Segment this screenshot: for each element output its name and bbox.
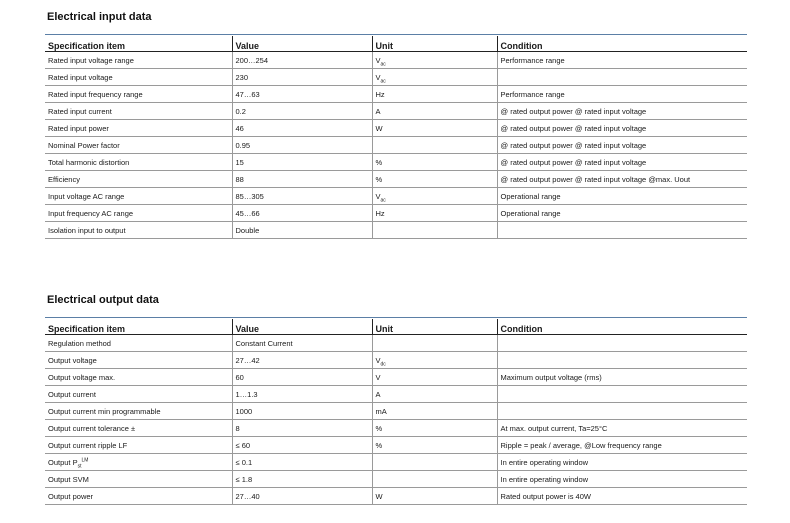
header-unit: Unit [372,319,497,335]
condition-cell [497,386,747,403]
header-condition: Condition [497,36,747,52]
table-row [45,403,747,420]
table-row [45,471,747,488]
condition-cell: In entire operating window [497,454,747,471]
unit-cell: Hz [372,86,497,103]
spec-item-cell: Rated input voltage range [45,52,232,69]
unit-cell: $V_{ac}$ [372,52,497,69]
unit-cell [372,471,497,488]
condition-cell: @ rated output power @ rated input voltage @max. Uout [497,171,747,188]
unit-cell [372,335,497,352]
unit-cell: $V_{ac}$ [372,188,497,205]
value-cell: 46 [232,120,372,137]
unit-cell [372,137,497,154]
unit-cell: % [372,420,497,437]
value-cell: 85…305 [232,188,372,205]
output-header-row [45,319,747,335]
input-spec-table [45,36,747,239]
spec-item-cell: Rated input power [45,120,232,137]
header-condition: Condition [497,319,747,335]
value-cell: 8 [232,420,372,437]
value-cell: 60 [232,369,372,386]
table-row [45,171,747,188]
condition-cell [497,403,747,420]
spec-item-cell: Output power [45,488,232,505]
condition-cell: In entire operating window [497,471,747,488]
unit-cell: W [372,120,497,137]
value-cell: 27…42 [232,352,372,369]
output-title-divider [45,317,747,318]
table-row [45,52,747,69]
unit-cell: % [372,437,497,454]
condition-cell [497,69,747,86]
table-row [45,188,747,205]
value-cell: Constant Current [232,335,372,352]
condition-cell: Operational range [497,205,747,222]
unit-cell [372,222,497,239]
header-value: Value [232,319,372,335]
table-row [45,154,747,171]
condition-cell: @ rated output power @ rated input voltage [497,103,747,120]
condition-cell: @ rated output power @ rated input voltage [497,120,747,137]
spec-item-cell: Output current tolerance ± [45,420,232,437]
table-row [45,69,747,86]
unit-cell: $V_{dc}$ [372,352,497,369]
unit-cell: A [372,103,497,120]
table-row [45,335,747,352]
unit-cell: % [372,171,497,188]
value-cell: 15 [232,154,372,171]
spec-item-cell: Output $P_{st}^{LM}$ [45,454,232,471]
value-cell: 88 [232,171,372,188]
unit-cell: V [372,369,497,386]
condition-cell: Ripple = peak / average, @Low frequency range [497,437,747,454]
spec-item-cell: Nominal Power factor [45,137,232,154]
condition-cell: Operational range [497,188,747,205]
value-cell: 1…1.3 [232,386,372,403]
spec-item-cell: Rated input current [45,103,232,120]
unit-cell: mA [372,403,497,420]
condition-cell [497,335,747,352]
value-cell: 230 [232,69,372,86]
value-cell: ≤ 0.1 [232,454,372,471]
electrical-output-section [45,293,747,505]
spec-item-cell: Regulation method [45,335,232,352]
spec-item-cell: Rated input frequency range [45,86,232,103]
spec-item-cell: Efficiency [45,171,232,188]
unit-cell [372,454,497,471]
unit-cell: % [372,154,497,171]
value-cell: 200…254 [232,52,372,69]
table-row [45,120,747,137]
table-row [45,369,747,386]
condition-cell: Performance range [497,86,747,103]
table-row [45,137,747,154]
output-spec-table [45,319,747,505]
value-cell: 27…40 [232,488,372,505]
spec-item-cell: Output current min programmable [45,403,232,420]
condition-cell [497,222,747,239]
value-cell: 1000 [232,403,372,420]
table-row [45,205,747,222]
input-title-divider [45,34,747,35]
unit-cell: $V_{ac}$ [372,69,497,86]
table-row [45,86,747,103]
value-cell: 0.95 [232,137,372,154]
value-cell: Double [232,222,372,239]
condition-cell: Maximum output voltage (rms) [497,369,747,386]
condition-cell: Rated output power is 40W [497,488,747,505]
spec-item-cell: Output voltage max. [45,369,232,386]
unit-cell: Hz [372,205,497,222]
spec-item-cell: Input voltage AC range [45,188,232,205]
table-row [45,222,747,239]
table-row [45,386,747,403]
spec-item-cell: Isolation input to output [45,222,232,239]
header-unit: Unit [372,36,497,52]
header-specification-item: Specification item [45,36,232,52]
table-row [45,454,747,471]
table-row [45,103,747,120]
condition-cell: @ rated output power @ rated input voltage [497,137,747,154]
header-specification-item: Specification item [45,319,232,335]
condition-cell [497,352,747,369]
condition-cell: @ rated output power @ rated input voltage [497,154,747,171]
input-header-row [45,36,747,52]
value-cell: ≤ 1.8 [232,471,372,488]
table-row [45,437,747,454]
table-row [45,420,747,437]
unit-cell: W [372,488,497,505]
spec-item-cell: Output SVM [45,471,232,488]
spec-item-cell: Output voltage [45,352,232,369]
value-cell: 45…66 [232,205,372,222]
spec-item-cell: Rated input voltage [45,69,232,86]
spec-item-cell: Output current [45,386,232,403]
condition-cell: At max. output current, Ta=25°C [497,420,747,437]
spec-item-cell: Total harmonic distortion [45,154,232,171]
unit-cell: A [372,386,497,403]
value-cell: 0.2 [232,103,372,120]
spec-item-cell: Input frequency AC range [45,205,232,222]
output-section-title: Electrical output data [47,294,159,306]
table-row [45,352,747,369]
condition-cell: Performance range [497,52,747,69]
value-cell: ≤ 60 [232,437,372,454]
spec-item-cell: Output current ripple LF [45,437,232,454]
header-value: Value [232,36,372,52]
input-section-title: Electrical input data [47,11,152,23]
value-cell: 47…63 [232,86,372,103]
electrical-input-section [45,10,747,239]
table-row [45,488,747,505]
